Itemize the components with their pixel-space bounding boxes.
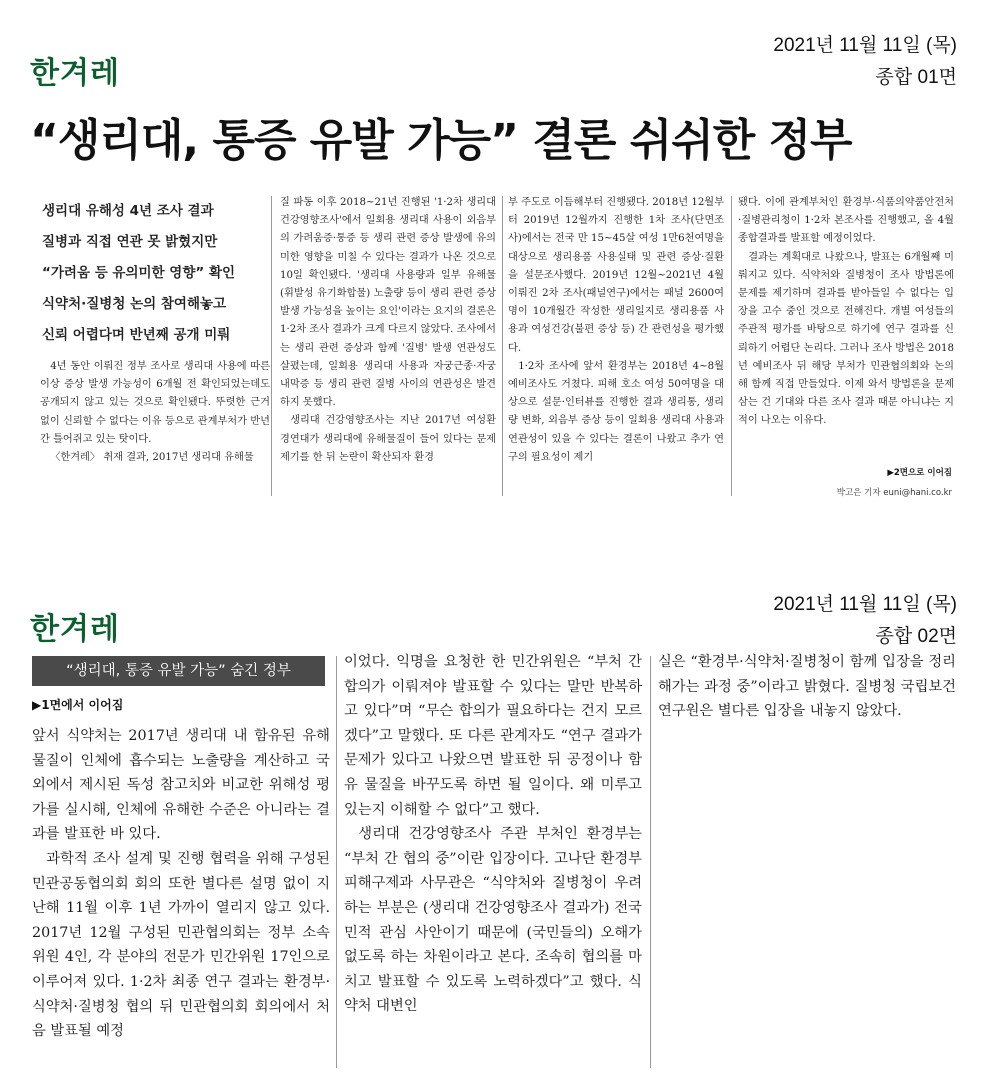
paragraph: 부 주도로 이듬해부터 진행됐다. 2018년 12월부터 2019년 12월까지 진행한 1차 조사(단면조사)에서는 전국 만 15~45살 여성 1만6천여명을 대상으로 생리용품 사용실태 및 관련 증상·질환을 설문조사했다. 2019년 12월~2021년 4월 이뤄진 2차 조사(패널연구)에서는 패널 2600여명이 10개월간 작성한 생리일지로 생리용품 사용과 여성건강(불편 증상 등) 간 관련성을 평가했다. — [508, 197, 724, 354]
article-column-1 — [40, 358, 270, 506]
deck-block — [42, 196, 274, 351]
paragraph: 앞서 식약처는 2017년 생리대 내 함유된 유해물질이 인체에 흡수되는 노출량을 계산하고 국외에서 제시된 독성 참고치와 비교한 위해성 평가를 실시해, 인체에 유해한 수준은 아니라는 결과를 발표한 바 있다. — [32, 728, 330, 843]
column-divider — [336, 656, 337, 1068]
publication-date: 2021년 11월 11일 (목) — [773, 35, 957, 56]
article-column-2 — [280, 194, 496, 506]
paragraph: 질 파동 이후 2018~21년 진행된 '1·2차 생리대 건강영향조사'에서 일회용 생리대 사용이 외음부의 가려움증·통증 등 생리 관련 증상 발생에 유의미한 영향을 미칠 수 있다는 결과가 나온 것으로 10일 확인됐다. '생리대 사용량과 일부 유해물(휘발성 유기화합물) 노출량 등이 생리 관련 증상 발생 가능성을 높이는 요인'이라는 요지의 결론은 1·2차 조사 결과가 크게 다르지 않았다. 조사에서는 생리 관련 증상과 함께 '질병' 발생 연관성도 살폈는데, 일회용 생리대 사용과 자궁근종·자궁내막증 등 생리 관련 질병 사이의 연관성은 발견하지 못했다. — [280, 197, 496, 409]
deck-line: “가려움 등 유의미한 영향” 확인 — [42, 265, 236, 281]
paragraph: 이었다. 익명을 요청한 한 민간위원은 “부처 간 합의가 이뤄져야 발표할 수 있다는 말만 반복하고 있다”며 “무슨 합의가 필요하다는 건지 모르겠다”고 말했다. 또 다른 관계자도 “연구 결과가 문제가 있다고 나왔으면 발표한 뒤 공정이나 함유 물질을 바꾸도록 하면 될 일이다. 왜 미루고 있는지 이해할 수 없다”고 했다. — [344, 654, 642, 818]
section-page: 종합 02면 — [875, 626, 957, 647]
article-column-2 — [344, 650, 642, 1070]
article-banner: “생리대, 통증 유발 가능” 숨긴 정부 — [32, 656, 325, 686]
continued-from-page-1: ▶1면에서 이어짐 — [32, 698, 124, 712]
article-column-3 — [658, 650, 956, 770]
paragraph: 1·2차 조사에 앞서 환경부는 2018년 4~8월 예비조사도 거쳤다. 피해 호소 여성 50여명을 대상으로 설문·인터뷰를 진행한 결과 생리통, 생리량 변화, 외음부 증상 등이 일회용 생리대 사용과 연관성이 있을 수 있다는 결론이 나왔고 추가 연구의 필요성이 제기 — [508, 360, 724, 463]
section-page: 종합 01면 — [875, 67, 957, 88]
publication-date: 2021년 11월 11일 (목) — [773, 594, 957, 615]
continued-on-page-2: ▶2면으로 이어짐 — [887, 468, 952, 478]
hankyoreh-logo: 한겨레 — [30, 612, 120, 647]
paragraph: 실은 “환경부·식약처·질병청이 함께 입장을 정리해가는 과정 중”이라고 밝혔다. 질병청 국립보건연구원은 별다른 입장을 내놓지 않았다. — [658, 654, 956, 720]
paragraph: 〈한겨레〉 취재 결과, 2017년 생리대 유해물 — [50, 452, 254, 464]
deck-line: 생리대 유해성 4년 조사 결과 — [42, 203, 214, 219]
paragraph: 결과는 계획대로 나왔으나, 발표는 6개월째 미뤄지고 있다. 식약처와 질병청이 조사 방법론에 문제를 제기하며 결과를 받아들일 수 없다는 입장을 고수 중인 것으로 전해진다. 개별 여성들의 주관적 평가를 바탕으로 하기에 연구 결과를 신뢰하기 어렵단 논리다. 그러나 조사 방법은 2018년 예비조사 뒤 해당 부처가 민관협의회와 논의해 함께 직접 만들었다. 이제 와서 방법론을 문제 삼는 건 기대와 다른 조사 결과 때문 아니냐는 지적이 나오는 이유다. — [738, 251, 954, 427]
deck-line: 식약처·질병청 논의 참여해놓고 — [42, 296, 227, 312]
column-divider — [731, 196, 732, 496]
paragraph: 4년 동안 이뤄진 정부 조사로 생리대 사용에 따른 이상 증상 발생 가능성이 6개월 전 확인되었는데도 공개되지 않고 있는 것으로 확인됐다. 뚜렷한 근거 없이 신뢰할 수 없다는 이유 등으로 관계부처가 반년간 틀어쥐고 있는 탓이다. — [40, 361, 270, 445]
article-column-4 — [738, 194, 954, 456]
paragraph: 생리대 건강영향조사는 지난 2017년 여성환경연대가 생리대에 유해물질이 들어 있다는 문제 제기를 한 뒤 논란이 확산되자 환경 — [280, 415, 496, 463]
hankyoreh-logo: 한겨레 — [30, 56, 120, 91]
paragraph: 생리대 건강영향조사 주관 부처인 환경부는 “부처 간 협의 중”이란 입장이다. 고나단 환경부 피해구제과 사무관은 “식약처와 질병청이 우려하는 부분은 (생리대 건강영향조사 결과가) 전국민적 관심 사안이기 때문에 (국민들의) 오해가 없도록 하는 차원이라고 본다. 조속히 협의를 마치고 발표할 수 있도록 노력하겠다”고 했다. 식약처 대변인 — [344, 826, 642, 1015]
article-column-3 — [508, 194, 724, 506]
deck-line: 신뢰 어렵다며 반년째 공개 미뤄 — [42, 327, 231, 343]
paragraph: 됐다. 이에 관계부처인 환경부·식품의약품안전처·질병관리청이 1·2차 본조사를 진행했고, 올 4월 종합결과를 발표할 예정이었다. — [738, 197, 954, 245]
article-column-1 — [32, 724, 330, 1070]
byline: 박고은 기자 euni@hani.co.kr — [836, 488, 952, 498]
deck-line: 질병과 직접 연관 못 밝혔지만 — [42, 234, 218, 250]
column-divider — [271, 196, 272, 496]
column-divider — [650, 656, 651, 1068]
paragraph: 과학적 조사 설계 및 진행 협력을 위해 구성된 민관공동협의회 회의 또한 별다른 설명 없이 지난해 11월 이후 1년 가까이 열리지 않고 있다. 2017년 12월 구성된 민관협의회는 정부 소속 위원 4인, 각 분야의 전문가 민간위원 17인으로 이루어져 있다. 1·2차 최종 연구 결과는 환경부·식약처·질병청 협의 뒤 민관협의회 회의에서 처음 발표될 예정 — [32, 850, 330, 1040]
page-headline: “생리대, 통증 유발 가능” 결론 쉬쉬한 정부 — [30, 115, 852, 166]
column-divider — [502, 196, 503, 496]
